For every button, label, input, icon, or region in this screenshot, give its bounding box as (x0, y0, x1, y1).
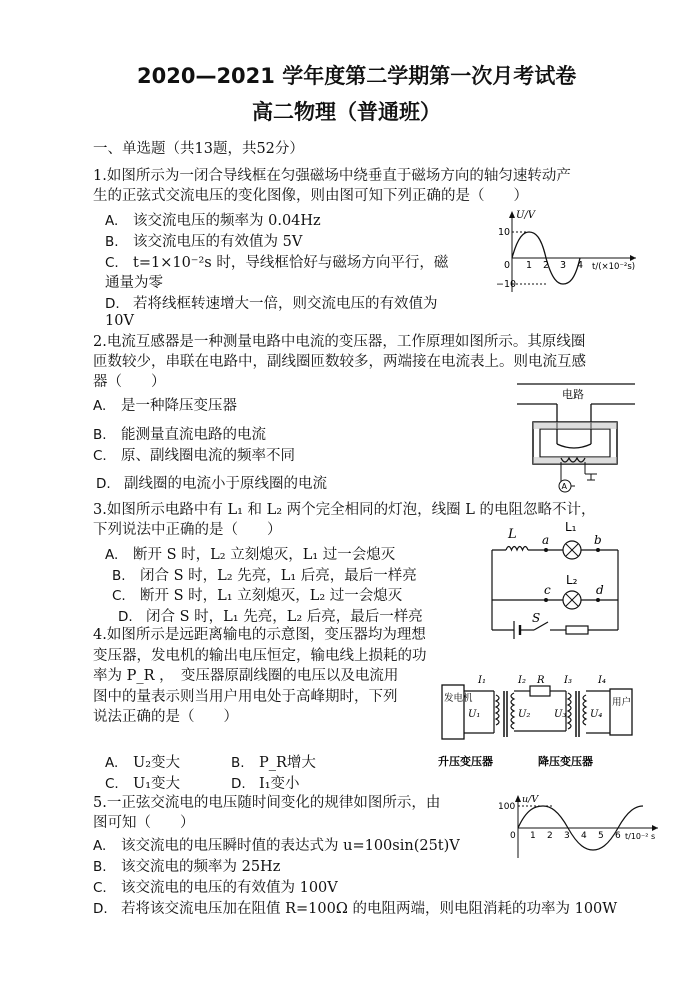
q3-option-b: B. 闭合 S 时，L₂ 先亮，L₁ 后亮，最后一样亮 (112, 568, 417, 584)
q5-graph-tick-0: 0 (510, 831, 516, 841)
q3-circuit-figure (480, 518, 630, 640)
q1-stem-line2: 生的正弦式交流电压的变化图像，则由图可知下列正确的是（ ） (93, 188, 528, 204)
q1-graph-tick-2: 2 (543, 260, 550, 271)
q4-user-label: 用户 (612, 697, 632, 708)
q5-stem-line2: 图可知（ ） (93, 815, 195, 831)
q1-graph-tick-4: 4 (577, 260, 584, 271)
q3-stem-line1: 3.如图所示电路中有 L₁ 和 L₂ 两个完全相同的灯泡，线圈 L 的电阻忽略不计， (93, 502, 596, 518)
q3-inductor-label: L (508, 527, 517, 542)
q4-i2-label: I₂ (518, 675, 526, 686)
q1-graph-tick-3: 3 (560, 260, 567, 271)
q3-node-c: c (544, 583, 551, 597)
q5-graph-tick-1: 1 (530, 831, 536, 841)
q2-stem-line1: 2.电流互感器是一种测量电路中电流的变压器，工作原理如图所示。其原线圈 (93, 334, 586, 350)
q5-option-d: D. 若将该交流电压加在阻值 R=100Ω 的电阻两端，则电阻消耗的功率为 100W (93, 901, 618, 917)
q5-graph-tick-5: 5 (598, 831, 604, 841)
q4-option-a: A. U₂变大 (105, 755, 181, 771)
q3-lamp2-label: L₂ (566, 573, 578, 587)
q2-option-c: C. 原、副线圈电流的频率不同 (93, 448, 295, 464)
q4-i1-label: I₁ (478, 675, 486, 686)
q2-option-a: A. 是一种降压变压器 (93, 398, 237, 414)
q5-graph-tick-6: 6 (615, 831, 621, 841)
q2-stem-line3: 器（ ） (93, 374, 166, 390)
q4-u1-label: U₁ (468, 709, 481, 720)
q1-graph-ymax: 10 (498, 227, 511, 238)
q3-lamp1-label: L₁ (565, 520, 577, 534)
q1-voltage-graph (496, 208, 646, 294)
q4-i4-label: I₄ (598, 675, 606, 686)
q1-option-d-cont: 10V (105, 313, 134, 329)
q2-option-b: B. 能测量直流电路的电流 (93, 427, 266, 443)
q2-ammeter-label: A (561, 482, 567, 491)
q3-option-c: C. 断开 S 时，L₁ 立刻熄灭，L₂ 过一会熄灭 (112, 588, 403, 604)
q3-switch-label: S (532, 611, 541, 625)
q4-i3-label: I₃ (564, 675, 572, 686)
q4-step-down-label: 降压变压器 (538, 755, 593, 768)
q1-option-d: D. 若将线框转速增大一倍，则交流电压的有效值为 (105, 296, 438, 312)
q5-voltage-graph (492, 792, 662, 860)
q4-stem-line4: 图中的量表示则当用户用电处于高峰期时，下列 (93, 689, 398, 705)
q5-option-a: A. 该交流电的电压瞬时值的表达式为 u=100sin(25t)V (93, 838, 460, 854)
q4-stem-line1: 4.如图所示是远距离输电的示意图，变压器均为理想 (93, 627, 426, 643)
q4-stem-line2: 变压器，发电机的输出电压恒定，输电线上损耗的功 (93, 648, 427, 664)
q1-option-c: C. t=1×10⁻²s 时，导线框恰好与磁场方向平行，磁 (105, 255, 449, 271)
section-heading: 一、单选题（共13题，共52分） (93, 141, 304, 157)
q2-current-transformer-figure (517, 378, 639, 496)
q4-u4-label: U₄ (590, 709, 603, 720)
q4-option-b: B. P_R增大 (231, 755, 316, 771)
q4-stem-line3: 率为 P_R ， 变压器原副线圈的电压以及电流用 (93, 668, 399, 684)
q4-resistor-label: R (537, 675, 545, 686)
q1-graph-tick-1: 1 (526, 260, 533, 271)
q4-option-c: C. U₁变大 (105, 776, 181, 792)
q4-generator-label: 发电机 (444, 693, 473, 704)
q3-stem-line2: 下列说法中正确的是（ ） (93, 522, 282, 538)
q2-option-d: D. 副线圈的电流小于原线圈的电流 (96, 476, 327, 492)
q1-option-c-cont: 通量为零 (105, 275, 163, 291)
q5-graph-tick-2: 2 (547, 831, 553, 841)
q5-graph-xlabel: t/10⁻² s (625, 832, 656, 841)
q4-transmission-figure (438, 671, 638, 771)
q2-circuit-label: 电路 (562, 388, 584, 401)
q3-node-b: b (594, 533, 602, 547)
exam-title: 2020—2021 学年度第二学期第一次月考试卷 (137, 64, 577, 88)
q4-u3-label: U₃ (554, 709, 567, 720)
q1-graph-ylabel: U/V (516, 210, 536, 221)
q5-option-b: B. 该交流电的频率为 25Hz (93, 859, 281, 875)
q5-graph-ymax: 100 (498, 802, 516, 812)
q3-node-a: a (542, 533, 550, 547)
q5-graph-ylabel: u/V (522, 794, 539, 805)
q1-graph-ymin: −10 (496, 279, 517, 290)
q1-graph-tick-0: 0 (504, 260, 511, 271)
exam-subtitle: 高二物理（普通班） (252, 99, 441, 124)
q5-stem-line1: 5.一正弦交流电的电压随时间变化的规律如图所示，由 (93, 795, 441, 811)
q4-stem-line5: 说法正确的是（ ） (93, 709, 238, 725)
q3-node-d: d (596, 583, 604, 597)
q3-option-a: A. 断开 S 时，L₂ 立刻熄灭，L₁ 过一会熄灭 (105, 547, 396, 563)
q4-step-up-label: 升压变压器 (438, 755, 493, 768)
q4-option-d: D. I₁变小 (231, 776, 300, 792)
q1-option-b: B. 该交流电压的有效值为 5V (105, 234, 303, 250)
q5-graph-tick-4: 4 (581, 831, 587, 841)
q4-u2-label: U₂ (518, 709, 531, 720)
q5-graph-tick-3: 3 (564, 831, 570, 841)
q1-graph-xlabel: t/(×10⁻²s) (592, 262, 636, 272)
q5-option-c: C. 该交流电的电压的有效值为 100V (93, 880, 338, 896)
q3-option-d: D. 闭合 S 时，L₁ 先亮，L₂ 后亮，最后一样亮 (118, 609, 423, 625)
q2-stem-line2: 匝数较少，串联在电路中，副线圈匝数较多，两端接在电流表上。则电流互感 (93, 354, 586, 370)
q1-option-a: A. 该交流电压的频率为 0.04Hz (105, 213, 321, 229)
q1-stem-line1: 1.如图所示为一闭合导线框在匀强磁场中绕垂直于磁场方向的轴匀速转动产 (93, 168, 571, 184)
